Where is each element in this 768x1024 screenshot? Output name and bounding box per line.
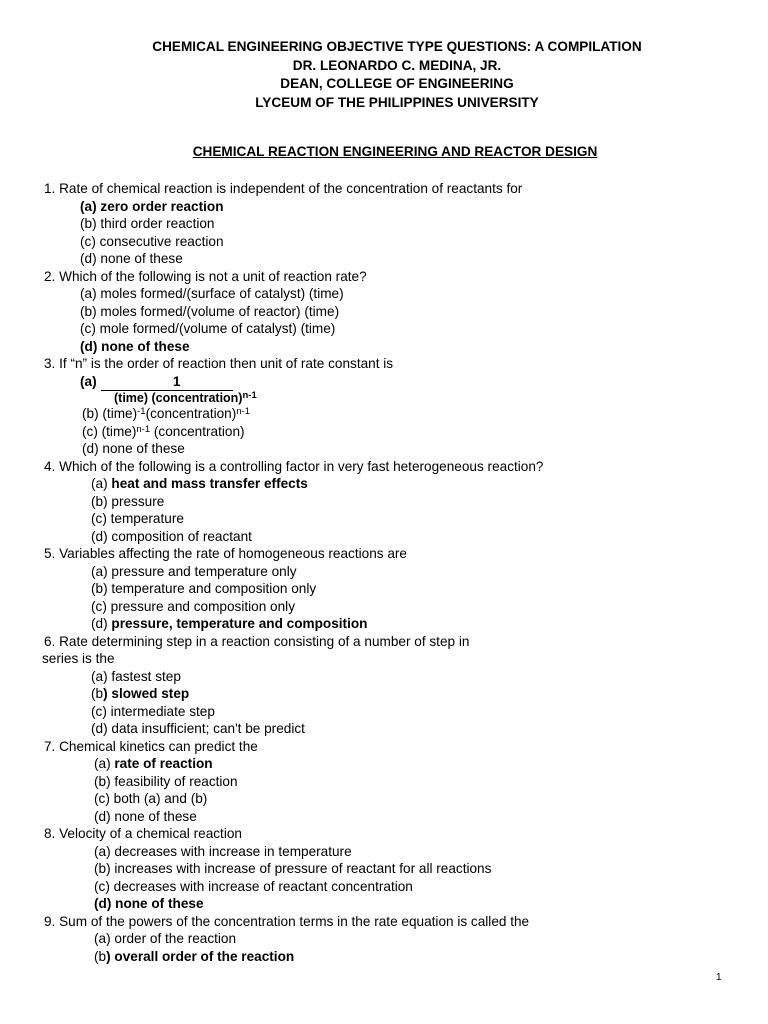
denominator-exponent: n-1 [242,390,257,401]
option-4a [44,475,748,493]
question-8: 8. Velocity of a chemical reaction [44,826,242,841]
option-6c: (c) intermediate step [91,703,215,719]
option-5d [44,615,748,633]
option-3c-part1: (c) (time) [82,423,137,439]
question-9: 9. Sum of the powers of the concentration terms in the rate equation is called the [44,913,530,929]
option-3b-exp1: -1 [137,406,146,417]
question-6-cont: series is the [42,651,115,666]
fraction-denominator [44,391,748,405]
option-2a: (a) moles formed/(surface of catalyst) (time) [80,286,344,301]
option-7d: (d) none of these [94,808,197,824]
header-title: CHEMICAL ENGINEERING OBJECTIVE TYPE QUESTIONS: A COMPILATION [152,39,642,54]
option-8d: (d) none of these [94,896,204,911]
option-3c [44,423,748,441]
option-9b-prefix: (b [94,948,107,964]
option-9a: (a) order of the reaction [94,931,237,946]
fraction-numerator: 1 [101,373,233,392]
option-4c: (c) temperature [91,511,184,526]
option-1d: (d) none of these [80,251,183,266]
question-1: 1. Rate of chemical reaction is independent of the concentration of reactants for [44,181,523,196]
option-1a: (a) zero order reaction [80,198,224,214]
option-3c-exp: n-1 [136,423,151,435]
denominator-text: (time) (concentration) [114,391,243,405]
option-4d: (d) composition of reactant [91,528,252,544]
question-4: 4. Which of the following is a controlling factor in very fast heterogeneous reaction? [44,458,544,474]
option-3b [44,405,748,423]
document-header [0,38,768,112]
option-4a-prefix: (a) [91,476,112,491]
page-number: 1 [716,972,722,983]
option-5d-answer: pressure, temperature and composition [111,616,368,631]
option-5c: (c) pressure and composition only [91,598,295,614]
option-6b-prefix: (b [91,686,104,701]
option-1b: (b) third order reaction [80,216,215,231]
option-5a: (a) pressure and temperature only [91,563,297,579]
option-1c: (c) consecutive reaction [80,233,224,249]
question-2: 2. Which of the following is not a unit of reaction rate? [44,268,367,284]
option-4b: (b) pressure [91,493,165,509]
header-institution: LYCEUM OF THE PHILIPPINES UNIVERSITY [255,94,539,110]
option-8c: (c) decreases with increase of reactant concentration [94,878,413,894]
option-8b: (b) increases with increase of pressure of reactant for all reactions [94,861,492,876]
option-7b: (b) feasibility of reaction [94,773,238,789]
option-3d: (d) none of these [82,441,185,456]
option-6d: (d) data insufficient; can't be predict [91,721,305,736]
question-list [44,180,748,965]
option-7a-prefix: (a) [94,756,115,771]
option-3c-part2: (concentration) [150,423,245,439]
option-7c: (c) both (a) and (b) [94,791,208,806]
option-6a: (a) fastest step [91,668,181,684]
option-3b-exp2: n-1 [236,406,250,417]
option-5b: (b) temperature and composition only [91,581,317,596]
option-2c: (c) mole formed/(volume of catalyst) (time) [80,321,336,336]
option-7a-answer: rate of reaction [114,756,213,771]
option-5d-prefix: (d) [91,616,112,631]
question-6: 6. Rate determining step in a reaction consisting of a number of step in [44,633,470,649]
header-position: DEAN, COLLEGE OF ENGINEERING [280,76,514,91]
header-author: DR. LEONARDO C. MEDINA, JR. [292,57,502,73]
option-7a [44,755,748,773]
option-3b-part1: (b) (time) [82,406,138,421]
question-5: 5. Variables affecting the rate of homogeneous reactions are [44,546,407,561]
option-8a: (a) decreases with increase in temperature [94,843,352,859]
option-6b-answer: ) slowed step [103,686,190,701]
section-title: CHEMICAL REACTION ENGINEERING AND REACTOR DESIGN [192,144,598,159]
option-2b: (b) moles formed/(volume of reactor) (time) [80,303,340,319]
option-3a-label: (a) [80,373,97,389]
question-7: 7. Chemical kinetics can predict the [44,738,258,754]
question-3: 3. If “n” is the order of reaction then unit of rate constant is [44,356,394,371]
option-3b-part2: (concentration) [145,406,237,421]
option-3a [44,373,748,392]
option-9b-answer: ) overall order of the reaction [106,948,295,964]
option-6b [44,685,748,703]
option-2d: (d) none of these [80,338,190,354]
option-4a-answer: heat and mass transfer effects [111,476,308,491]
option-9b [44,948,748,966]
